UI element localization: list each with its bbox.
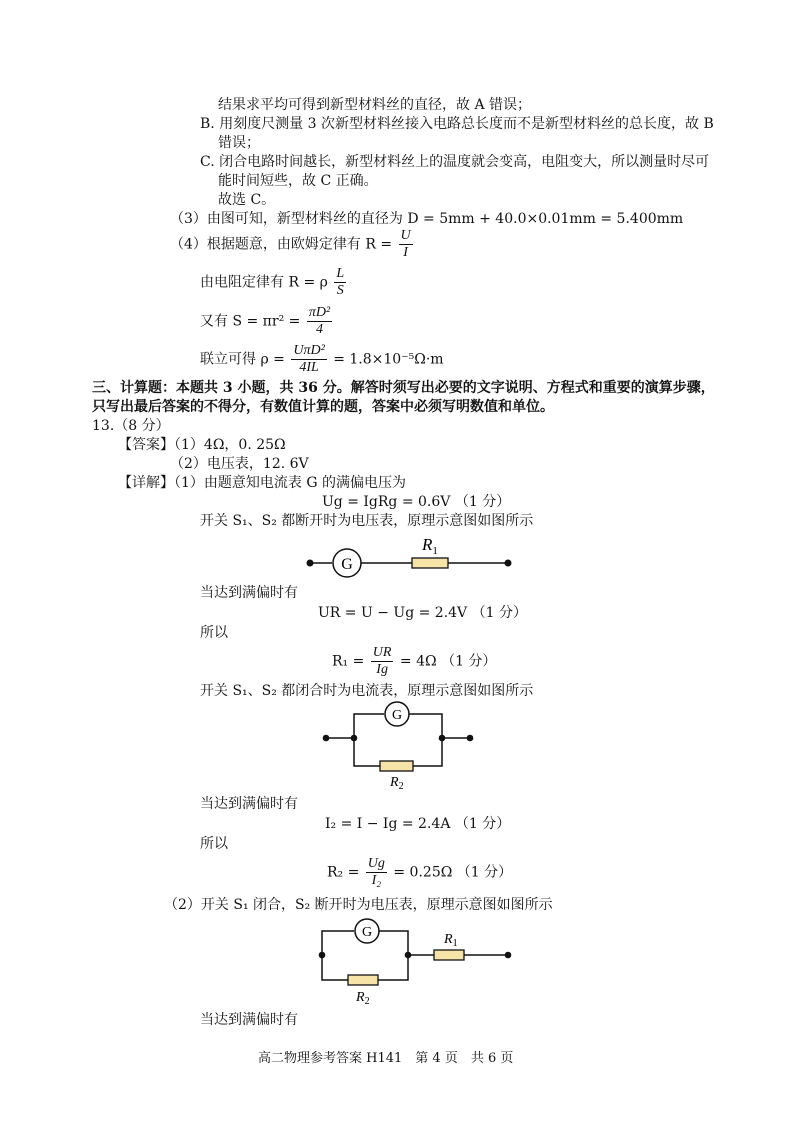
r1-label: $R_1$ <box>444 932 458 949</box>
full-scale-2: 当达到满偏时有 <box>200 796 298 812</box>
detail-line-1: 【详解】（1）由题意知电流表 G 的满偏电压为 <box>118 475 406 491</box>
so-1: 所以 <box>200 625 228 641</box>
choice-answer: 故选 C。 <box>218 192 276 208</box>
ohm-fraction: $\frac{U}{I}$ <box>400 228 411 260</box>
open-switch-text: 开关 S₁、S₂ 都断开时为电压表，原理示意图如图所示 <box>200 513 534 529</box>
resistance-law: 由电阻定律有 R = ρ $\frac{L}{S}$ <box>200 266 345 298</box>
eq-r2: R₂ = $\frac{Ug}{\text{I₂}}$ = 0.25Ω （1 分） <box>327 856 513 888</box>
option-b-cont: 错误； <box>218 135 260 151</box>
text-line: 结果求平均可得到新型材料丝的直径，故 A 错误； <box>218 97 532 113</box>
resistance-fraction: $\frac{L}{S}$ <box>336 266 345 298</box>
detail-tag: 【详解】 <box>118 475 174 491</box>
answer-tag: 【答案】 <box>118 437 174 453</box>
eq-ur: UR = U − Ug = 2.4V （1 分） <box>318 605 527 621</box>
page-footer: 高二物理参考答案 H141 第 4 页 共 6 页 <box>258 1051 514 1066</box>
full-scale-1: 当达到满偏时有 <box>200 585 298 601</box>
eq-r1: R₁ = $\frac{UR}{Ig}$ = 4Ω （1 分） <box>332 645 497 677</box>
part-3: （3）由图可知，新型材料丝的直径为 D = 5mm + 40.0×0.01mm = 5.400mm <box>170 211 684 227</box>
question-number: 13.（8 分） <box>92 418 170 434</box>
section-heading-cont: 只写出最后答案的不得分，有数值计算的题，答案中必须写明数值和单位。 <box>92 399 554 415</box>
section-heading: 三、计算题：本题共 3 小题，共 36 分。解答时须写出必要的文字说明、方程式和重要的演算步骤， <box>92 380 715 396</box>
answer-line-1: 【答案】（1）4Ω，0. 25Ω <box>118 437 286 453</box>
rho-result: 联立可得 ρ = $\frac{\text{UπD²}}{4IL}$ = 1.8×10⁻⁵Ω·m <box>200 343 444 375</box>
eq-i2: I₂ = I − Ig = 2.4A （1 分） <box>325 816 511 832</box>
answer-line-2: （2）电压表，12. 6V <box>170 456 309 472</box>
closed-switch-text: 开关 S₁、S₂ 都闭合时为电流表，原理示意图如图所示 <box>200 683 534 699</box>
resistor-r1 <box>412 558 448 568</box>
r2-fraction: $\frac{Ug}{\text{I₂}}$ <box>367 856 385 888</box>
ohm-label: （4）根据题意，由欧姆定律有 R = <box>170 236 393 253</box>
option-c: C. 闭合电路时间越长，新型材料丝上的温度就会变高，电阻变大，所以测量时尽可 <box>200 154 710 170</box>
svg-text:G: G <box>391 708 403 723</box>
r1-label: $R_1$ <box>422 535 438 557</box>
part-4 <box>170 228 415 261</box>
resistor-r2 <box>348 975 378 985</box>
svg-text:G: G <box>361 925 373 940</box>
circuit-series <box>300 530 530 580</box>
eq-ug: Ug = IgRg = 0.6V （1 分） <box>322 494 511 510</box>
rho-fraction: $\frac{\text{UπD²}}{4IL}$ <box>293 343 325 375</box>
part-2: （2）开关 S₁ 闭合，S₂ 断开时为电压表，原理示意图如图所示 <box>164 897 553 913</box>
terminal-dot <box>307 560 314 567</box>
option-c-cont: 能时间短些，故 C 正确。 <box>218 173 378 189</box>
so-2: 所以 <box>200 836 228 852</box>
r2-label: $R_2$ <box>390 775 404 792</box>
circuit-parallel <box>320 698 490 793</box>
resistor-r1 <box>434 950 464 960</box>
circuit-combined <box>310 913 550 1008</box>
full-scale-3: 当达到满偏时有 <box>200 1012 298 1028</box>
r1-fraction: $\frac{UR}{Ig}$ <box>372 645 392 677</box>
area-formula: 又有 S = πr² = $\frac{\text{πD²}}{4}$ <box>200 305 331 337</box>
resistor-r2 <box>380 761 413 771</box>
r2-label: $R_2$ <box>356 990 370 1007</box>
galvanometer-label: G <box>341 556 353 573</box>
option-b: B. 用刻度尺测量 3 次新型材料丝接入电路总长度而不是新型材料丝的总长度，故 B <box>200 116 714 132</box>
terminal-dot <box>505 560 512 567</box>
area-fraction: $\frac{\text{πD²}}{4}$ <box>308 305 331 337</box>
